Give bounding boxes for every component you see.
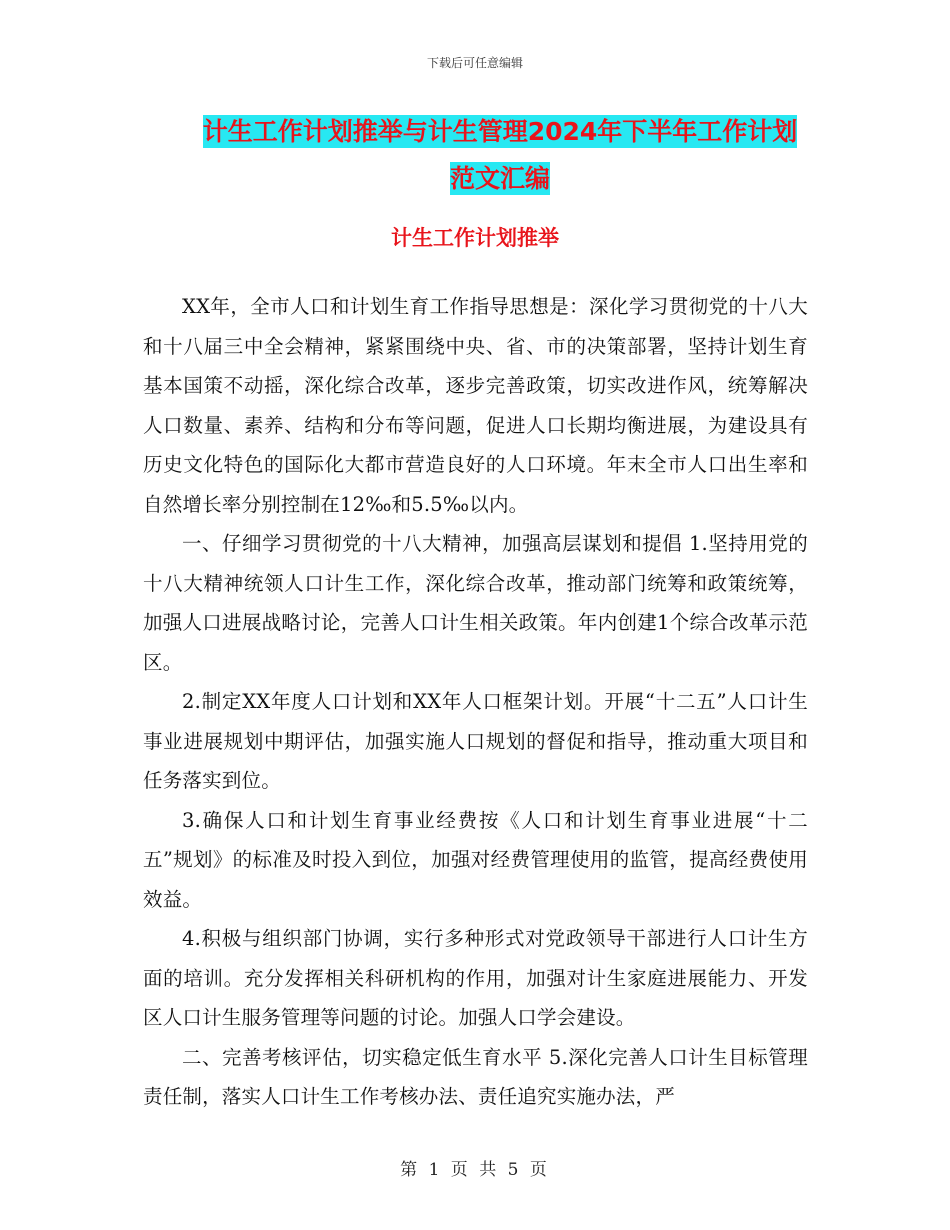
paragraph: 二、完善考核评估，切实稳定低生育水平 5.深化完善人口计生目标管理责任制，落实人口计生工作考核办法、责任追究实施办法，严 [143, 1045, 808, 1108]
paragraph: 2.制定XX年度人口计划和XX年人口框架计划。开展“十二五”人口计生事业进展规划中期评估，加强实施人口规划的督促和指导，推动重大项目和任务落实到位。 [143, 690, 808, 792]
document-title-line2: 范文汇编 [449, 164, 550, 193]
document-body [143, 287, 808, 1117]
header-note: 下载后可任意编辑 [426, 56, 523, 70]
paragraph: 一、仔细学习贯彻党的十八大精神，加强高层谋划和提倡 1.坚持用党的十八大精神统领人口计生工作，深化综合改革，推动部门统筹和政策统筹，加强人口进展战略讨论，完善人口计生相关政策。年内创建1个综合改革示范区。 [143, 532, 808, 674]
document-title [120, 108, 880, 202]
page-footer: 第 1 页 共 5 页 [400, 1160, 550, 1180]
document-title-line1: 计生工作计划推举与计生管理2024年下半年工作计划 [202, 117, 798, 146]
section-title: 计生工作计划推举 [391, 226, 559, 250]
paragraph: 4.积极与组织部门协调，实行多种形式对党政领导干部进行人口计生方面的培训。充分发挥相关科研机构的作用，加强对计生家庭进展能力、开发区人口计生服务管理等问题的讨论。加强人口学会建设。 [143, 927, 808, 1029]
paragraph: XX年，全市人口和计划生育工作指导思想是：深化学习贯彻党的十八大和十八届三中全会精神，紧紧围绕中央、省、市的决策部署，坚持计划生育基本国策不动摇，深化综合改革，逐步完善政策，切实改进作风，统筹解决人口数量、素养、结构和分布等问题，促进人口长期均衡进展，为建设具有历史文化特色的国际化大都市营造良好的人口环境。年末全市人口出生率和自然增长率分别控制在12‰和5.5‰以内。 [143, 295, 808, 516]
paragraph: 3.确保人口和计划生育事业经费按《人口和计划生育事业进展“十二五”规划》的标准及时投入到位，加强对经费管理使用的监管，提高经费使用效益。 [143, 808, 808, 911]
